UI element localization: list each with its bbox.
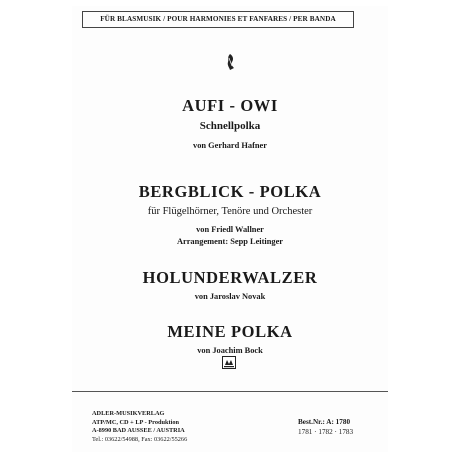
piece-2-title: BERGBLICK - POLKA <box>138 182 322 201</box>
piece-2-instrumentation: für Flügelhörner, Tenöre und Orchester <box>147 206 313 217</box>
piece-1-title: AUFI - OWI <box>182 96 278 115</box>
piece-3-composer: von Jaroslav Novak <box>194 292 266 301</box>
piece-3-title: HOLUNDERWALZER <box>142 268 318 287</box>
publisher-emblem-icon <box>222 356 236 369</box>
score-cover-page <box>72 6 388 452</box>
piece-1-subtitle: Schnellpolka <box>199 120 261 132</box>
publisher-address: A-8990 BAD AUSSEE / AUSTRIA <box>92 427 185 434</box>
footer-divider <box>72 391 388 392</box>
piece-1-composer: von Gerhard Hafner <box>193 141 267 150</box>
piece-2-arrangement: Arrangement: Sepp Leitinger <box>176 237 284 246</box>
order-number: Best.Nr.: A: 1780 <box>298 418 351 426</box>
publisher-name: ADLER-MUSIKVERLAG <box>92 410 165 417</box>
piece-4-title: MEINE POLKA <box>167 322 293 341</box>
order-number-block <box>298 417 353 437</box>
piece-2-composer: von Friedl Wallner <box>196 225 264 234</box>
header-text: FÜR BLASMUSIK / POUR HARMONIES ET FANFARES / PER BANDA <box>100 15 336 23</box>
header-bar <box>82 11 354 28</box>
publisher-contact: Tel.: 03622/54988, Fax: 03622/55266 <box>92 435 188 443</box>
piece-4-composer: von Joachim Bock <box>197 346 263 355</box>
publisher-production: ATP/MC, CD + LP - Produktion <box>92 418 179 426</box>
order-related-numbers: 1781 · 1782 · 1783 <box>298 428 354 436</box>
publisher-block <box>92 410 187 444</box>
harp-logo-icon <box>224 53 236 71</box>
